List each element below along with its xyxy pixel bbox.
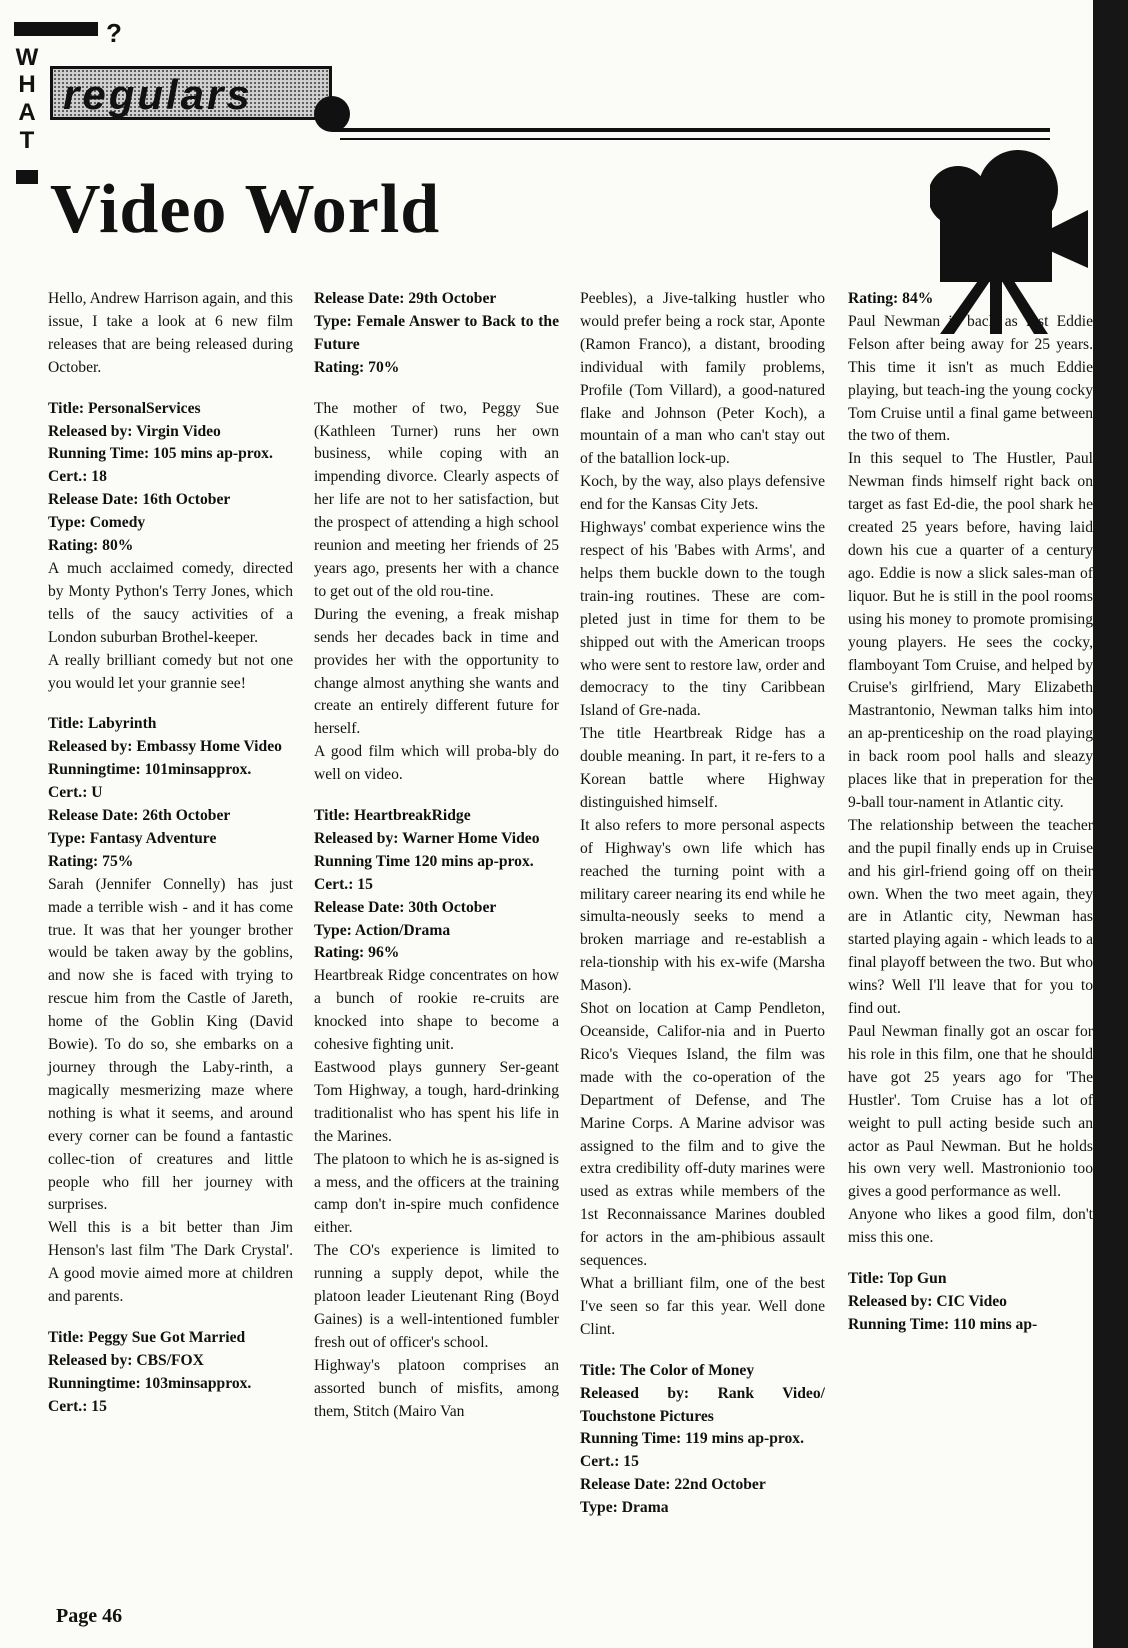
film-info-line: Cert.: U xyxy=(48,784,103,802)
film-info-line: Title: Labyrinth xyxy=(48,715,157,733)
film-info-line: Cert.: 15 xyxy=(580,1453,639,1471)
paragraph-gap xyxy=(48,380,293,398)
body-paragraph: Paul Newman is back as fast Eddie Felson after being away for 25 years. This time it isn't as much Eddie playing, but teach-ing the young cocky Tom Cruise until a final game between the two of them. xyxy=(848,312,1093,445)
film-info-line: Title: HeartbreakRidge xyxy=(314,807,471,825)
page-title: Video World xyxy=(50,171,441,248)
vertical-letter-h: H xyxy=(18,71,36,98)
film-info-line: Type: Action/Drama xyxy=(314,921,451,939)
vertical-bar-square xyxy=(16,170,38,184)
body-paragraph: It also refers to more personal aspects of Highway's own life which has reached the turning point with a military career nearing its end while he simulta-neously seeks to mend a broken marriage and re-establish a rela-tionship with his ex-wife (Marsha Mason). xyxy=(580,816,825,995)
film-info-line: Release Date: 22nd October xyxy=(580,1476,766,1494)
body-paragraph: Hello, Andrew Harrison again, and this issue, I take a look at 6 new film releases that are being released during October. xyxy=(48,290,293,376)
paragraph-gap xyxy=(314,380,559,398)
paragraph-gap xyxy=(48,695,293,713)
paragraph-gap xyxy=(314,787,559,805)
page-number: Page 46 xyxy=(56,1605,123,1627)
film-info-line: Rating: 70% xyxy=(314,358,400,376)
body-paragraph: The CO's experience is limited to running a supply depot, while the platoon leader Lieutenant Ring (Boyd Gaines) is a well-intentioned fumbler fresh out of officer's school. xyxy=(314,1242,559,1351)
film-info-line: Release Date: 30th October xyxy=(314,898,497,916)
film-info-line: Title: Top Gun xyxy=(848,1270,947,1288)
body-paragraph: A good film which will proba-bly do well on video. xyxy=(314,743,559,784)
question-mark: ? xyxy=(106,18,122,48)
vertical-letter-t: T xyxy=(19,127,35,154)
film-info-line: Released by: Rank Video/ Touchstone Pictures xyxy=(580,1384,825,1425)
article-column-4 xyxy=(848,288,1093,1337)
body-paragraph: Eastwood plays gunnery Ser-geant Tom Highway, a tough, hard-drinking traditionalist who has spent his life in the Marines. xyxy=(314,1059,559,1145)
film-info-line: Title: PersonalServices xyxy=(48,399,201,417)
body-paragraph: The platoon to which he is as-signed is a mess, and the officers at the training camp don't in-spire much confidence either. xyxy=(314,1150,559,1237)
film-info-line: Running Time: 110 mins ap- xyxy=(848,1315,1038,1333)
body-paragraph: Paul Newman finally got an oscar for his role in this film, one that he should have got 25 years ago for 'The Hustler'. Tom Cruise has a lot of weight to pull acting beside such an actor as Paul Newman. But he holds his own very well. Mastronionio too gives a good performance as well. xyxy=(848,1023,1093,1201)
film-info-line: Title: Peggy Sue Got Married xyxy=(48,1328,246,1346)
film-info-line: Rating: 84% xyxy=(848,290,934,307)
paragraph-gap xyxy=(48,1309,293,1327)
film-info-line: Type: Comedy xyxy=(48,514,146,532)
body-paragraph: During the evening, a freak mishap sends her decades back in time and provides her with the opportunity to change almost anything she wants and create an entirely different future for herself. xyxy=(314,605,559,738)
film-info-line: Released by: CIC Video xyxy=(848,1292,1007,1310)
film-info-line: Type: Female Answer to Back to the Future xyxy=(314,312,559,353)
body-paragraph: A much acclaimed comedy, directed by Monty Python's Terry Jones, which tells of the saucy activities of a London suburban Brothel-keeper. xyxy=(48,559,293,646)
article-column-2 xyxy=(314,288,559,1424)
film-info-line: Release Date: 26th October xyxy=(48,807,231,825)
body-paragraph: Well this is a bit better than Jim Henson's last film 'The Dark Crystal'. A good movie aimed more at children and parents. xyxy=(48,1219,293,1306)
paragraph-gap xyxy=(848,1250,1093,1268)
header-rule-top xyxy=(332,128,1050,132)
film-info-line: Release Date: 29th October xyxy=(314,290,497,307)
film-info-line: Type: Fantasy Adventure xyxy=(48,829,217,847)
vertical-letter-w: W xyxy=(15,44,39,71)
body-paragraph: The title Heartbreak Ridge has a double meaning. In part, it re-fers to a Korean battle where Highway distinguished himself. xyxy=(580,725,825,811)
film-info-line: Type: Drama xyxy=(580,1499,669,1517)
body-paragraph: Shot on location at Camp Pendleton, Oceanside, Califor-nia and in Puerto Rico's Vieques Island, the film was made with the co-operation of the Department of Defense, and The Marine Corps. A Marine advisor was assigned to the film and to give the extra credibility off-duty marines were used as extras while members of the 1st Reconnaissance Marines doubled for actors in the am-phibious assault sequences. xyxy=(580,1000,825,1270)
film-info-line: Running Time 120 mins ap-prox. xyxy=(314,852,534,870)
film-info-line: Running Time: 105 mins ap-prox. xyxy=(48,445,273,463)
film-info-line: Runningtime: 101minsapprox. xyxy=(48,761,252,779)
section-label: regulars xyxy=(63,71,253,118)
body-paragraph: In this sequel to The Hustler, Paul Newman finds himself right back on target as fast Ed-die, the pool shark he created 25 years before, having laid down his cue a quarter of a century ago. Eddie is now a slick sales-man of liquor. But he is still in the pool rooms using his money to promote promising young players. He sees the cocky, flamboyant Tom Cruise, and helped by Cruise's girlfriend, Mary Elizabeth Mastrantonio, Newman talks him into an ap-prenticeship on the road playing in back room pool halls and sleazy places like that in preperation for the 9-ball tour-nament in Atlantic city. xyxy=(848,450,1093,811)
body-paragraph: Anyone who likes a good film, don't miss this one. xyxy=(848,1206,1093,1247)
body-paragraph: Peebles), a Jive-talking hustler who would prefer being a rock star, Aponte (Ramon Franco), a distant, brooding individual with family problems, Profile (Tom Villard), a good-natured flake and Johnson (Peter Koch), a mountain of a man who can't stay out of the batallion lock-up. xyxy=(580,290,825,468)
section-banner xyxy=(50,66,332,120)
body-paragraph: Koch, by the way, also plays defensive end for the Kansas City Jets. xyxy=(580,473,825,514)
film-info-line: Released by: Embassy Home Video xyxy=(48,738,282,756)
body-paragraph: Highways' combat experience wins the respect of his 'Babes with Arms', and helps them buckle down to the tough train-ing routines. These are com-pleted just in time for them to be shipped out with the American troops who were sent to restore law, order and democracy to the tiny Caribbean Island of Gre-nada. xyxy=(580,519,825,720)
body-paragraph: A really brilliant comedy but not one you would let your grannie see! xyxy=(48,651,293,692)
body-paragraph: The mother of two, Peggy Sue (Kathleen Turner) runs her own business, while coping with an impending divorce. Clearly aspects of her life are not to her satisfaction, but the prospect of attending a high school reunion and meeting her friends of 25 years ago, presents her with a chance to get out of the old rou-tine. xyxy=(314,399,559,600)
body-paragraph: Sarah (Jennifer Connelly) has just made a terrible wish - and it has come true. It was that her younger brother would be taken away by the goblins, and now she is faced with trying to rescue him from the Castle of Jareth, home of the Goblin King (David Bowie). To do so, she embarks on a journey through the Laby-rinth, a magically mesmerizing maze where nothing is what it seems, and around every corner can be found a fantastic collec-tion of creatures and little people who fill her journey with surprises. xyxy=(48,875,293,1214)
film-info-line: Rating: 96% xyxy=(314,944,400,962)
article-column-1 xyxy=(48,288,293,1419)
header-bar xyxy=(14,22,98,36)
article-column-3 xyxy=(580,288,825,1520)
film-info-line: Running Time: 119 mins ap-prox. xyxy=(580,1430,805,1448)
film-info-line: Rating: 75% xyxy=(48,852,134,870)
film-info-line: Cert.: 18 xyxy=(48,468,107,486)
film-info-line: Released by: CBS/FOX xyxy=(48,1351,204,1369)
scan-edge-shadow xyxy=(1093,0,1128,1648)
body-paragraph: Highway's platoon comprises an assorted bunch of misfits, among them, Stitch (Mairo Van xyxy=(314,1356,559,1420)
paragraph-gap xyxy=(580,1342,825,1360)
body-paragraph: Heartbreak Ridge concentrates on how a bunch of rookie re-cruits are knocked into shape to become a cohesive fighting unit. xyxy=(314,967,559,1054)
banner-dot xyxy=(314,96,350,132)
film-info-line: Cert.: 15 xyxy=(48,1397,107,1415)
film-info-line: Released by: Warner Home Video xyxy=(314,829,540,847)
film-info-line: Release Date: 16th October xyxy=(48,491,231,509)
film-info-line: Title: The Color of Money xyxy=(580,1361,755,1379)
film-info-line: Rating: 80% xyxy=(48,537,134,555)
body-paragraph: The relationship between the teacher and the pupil finally ends up in Cruise and his girl-friend going off on their own. When the two meet again, they are in Atlantic city, Newman has started playing again - which leads to a final playoff between the two. But who wins? Well I'll leave that for you to find out. xyxy=(848,816,1093,1018)
film-info-line: Runningtime: 103minsapprox. xyxy=(48,1374,252,1392)
vertical-letter-a: A xyxy=(18,99,36,126)
film-info-line: Released by: Virgin Video xyxy=(48,422,221,440)
body-paragraph: What a brilliant film, one of the best I've seen so far this year. Well done Clint. xyxy=(580,1274,825,1338)
film-info-line: Cert.: 15 xyxy=(314,875,373,893)
